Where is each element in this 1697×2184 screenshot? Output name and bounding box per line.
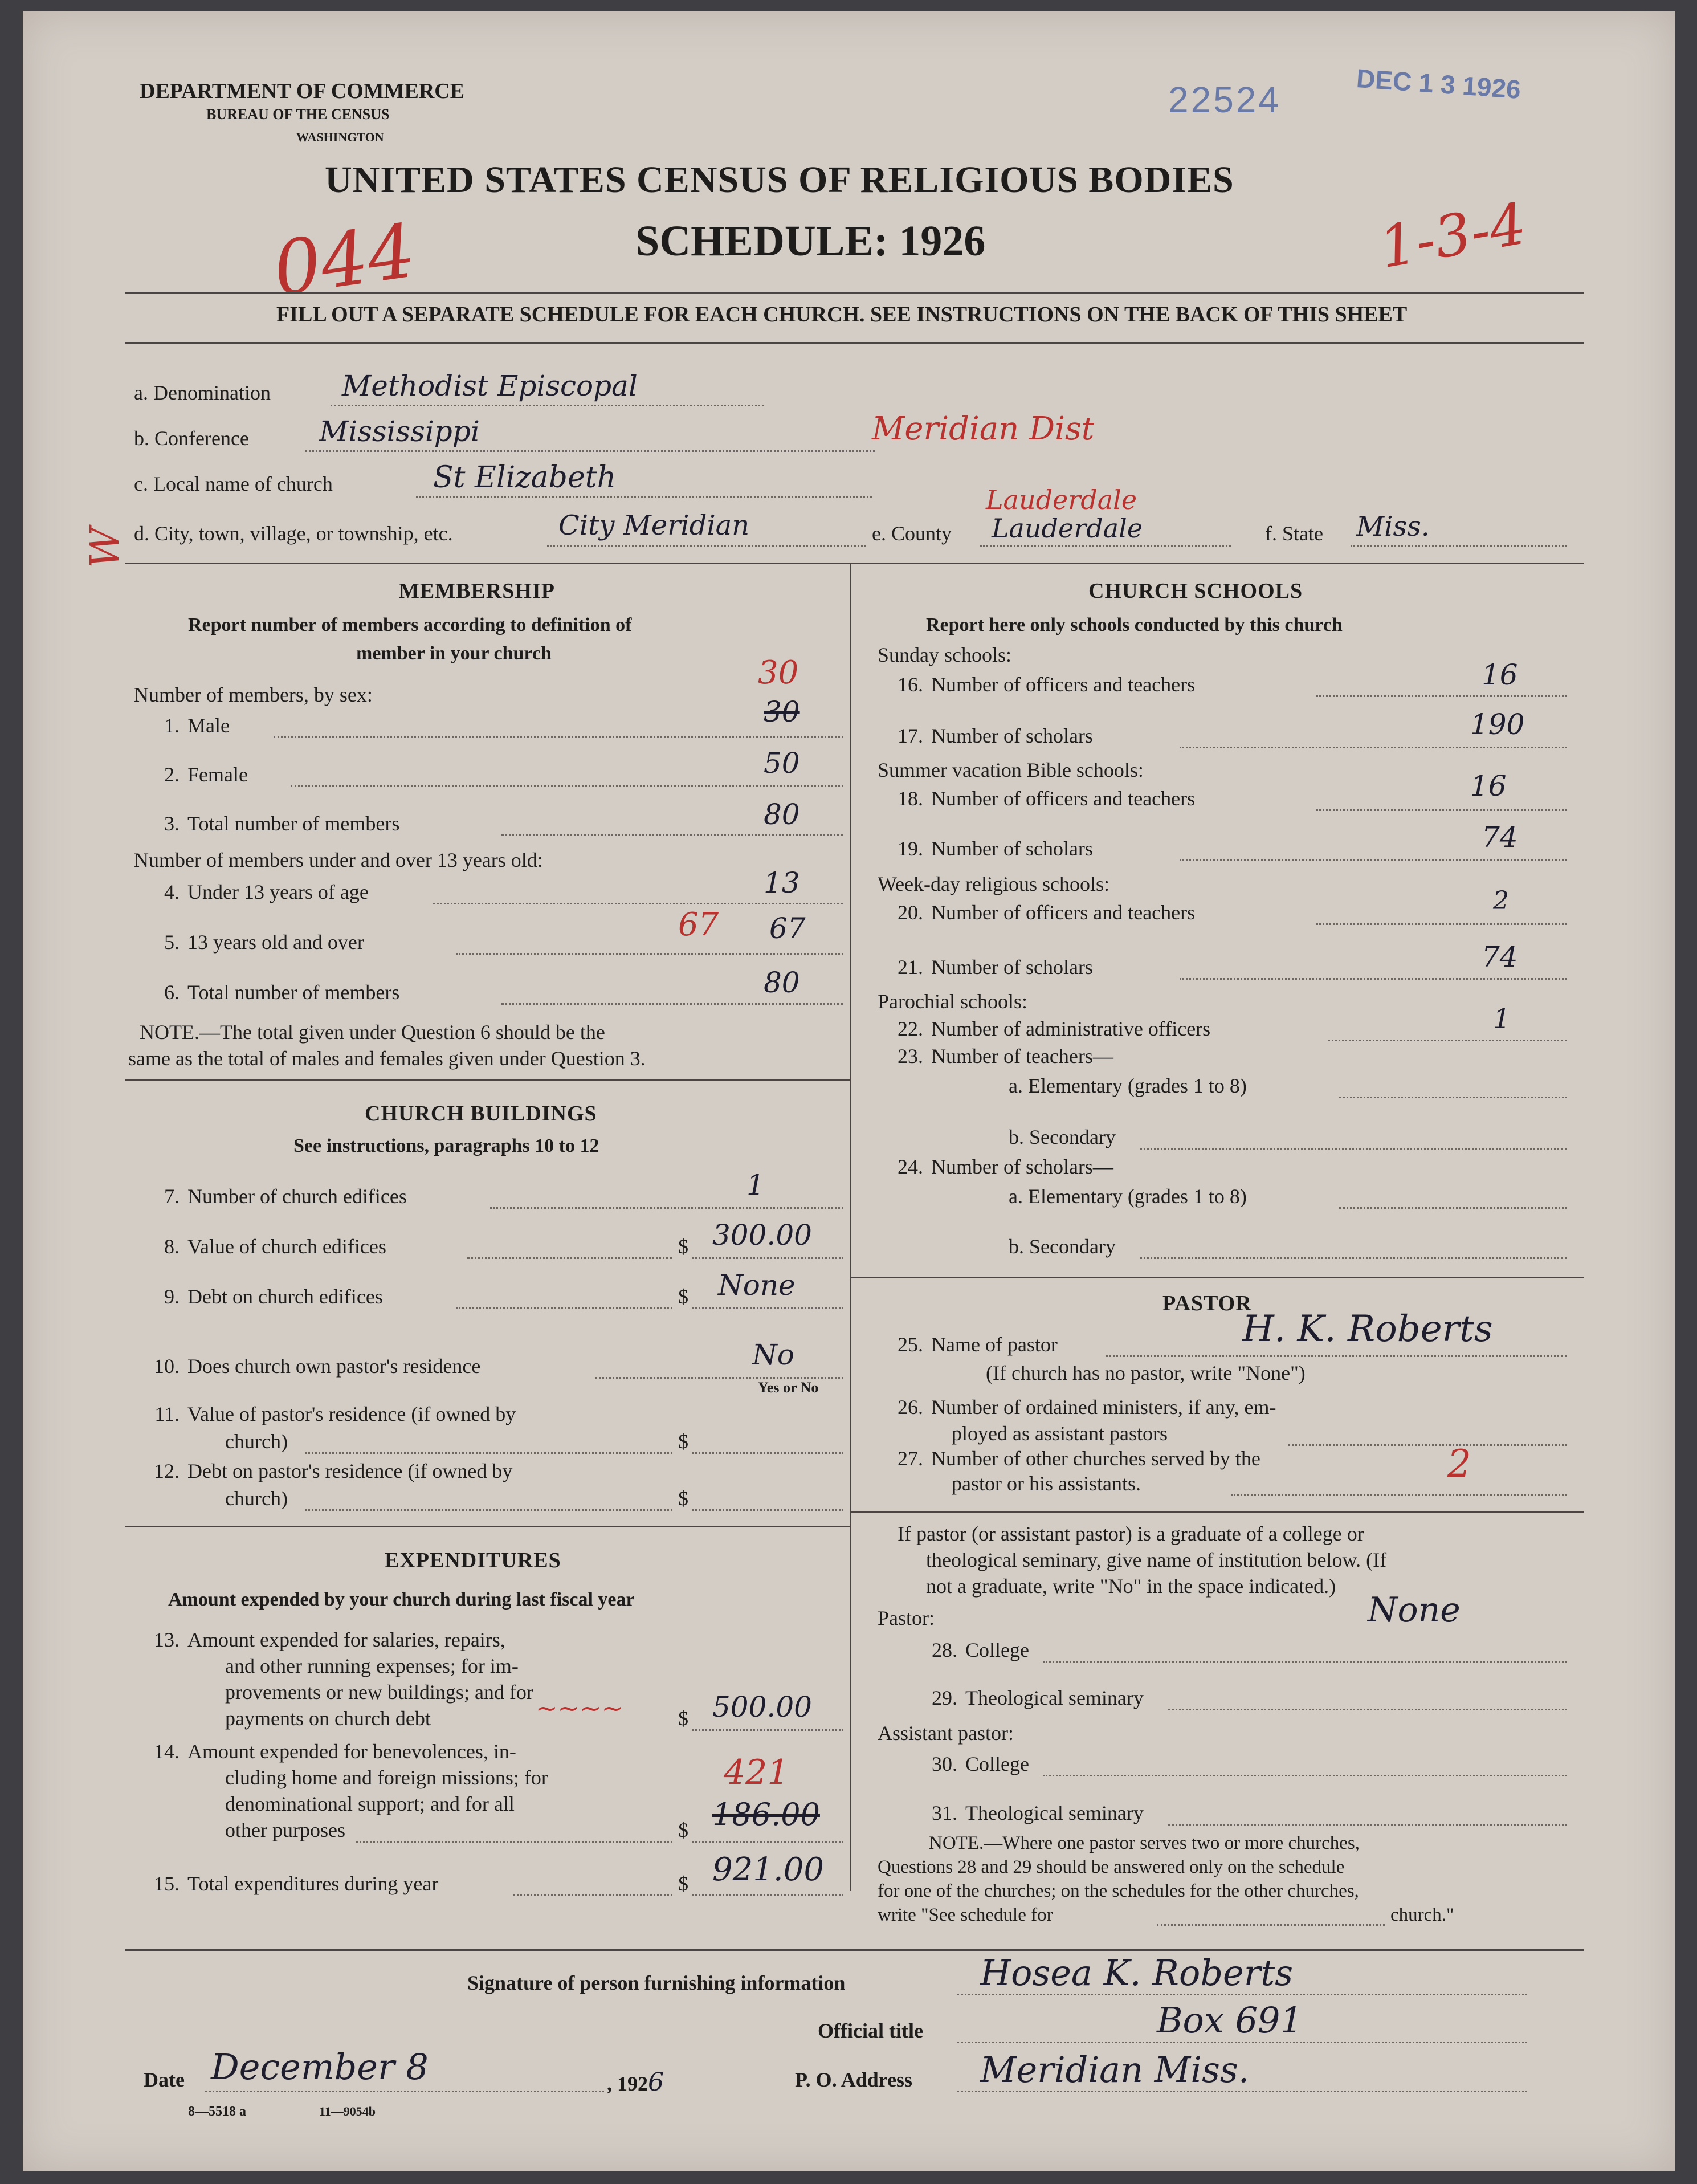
weekday-officers-value: 2: [1493, 886, 1509, 915]
edifices-value: 1: [746, 1168, 765, 1201]
bureau-name: BUREAU OF THE CENSUS: [206, 106, 390, 123]
pastor-note-blank: [1157, 1924, 1385, 1926]
q11-amount-line: [692, 1452, 843, 1454]
q13-line3: provements or new buildings; and for: [225, 1681, 533, 1704]
q19-scholars: 19. Number of scholars: [898, 837, 1093, 860]
assistant-education-heading: Assistant pastor:: [878, 1722, 1014, 1745]
q21-line: [1180, 978, 1567, 980]
column-divider: [850, 563, 851, 1891]
q14-line4: other purposes: [225, 1819, 345, 1841]
summer-officers-value: 16: [1470, 769, 1507, 802]
buildings-rule: [125, 1526, 850, 1527]
state-line: [1351, 545, 1567, 547]
city-label: d. City, town, village, or township, etc.: [134, 522, 453, 545]
state-value: Miss.: [1356, 511, 1430, 543]
q25-pastor-name: 25. Name of pastor: [898, 1333, 1058, 1356]
q17-scholars: 17. Number of scholars: [898, 724, 1093, 747]
po-address-line: [957, 2091, 1527, 2092]
sunday-schools-heading: Sunday schools:: [878, 643, 1012, 666]
footer-rule: [125, 1949, 1584, 1951]
schools-rule: [850, 1277, 1584, 1278]
q13-line2: and other running expenses; for im-: [225, 1655, 519, 1677]
expenditures-heading: EXPENDITURES: [385, 1549, 561, 1572]
q14-line2: cluding home and foreign missions; for: [225, 1766, 548, 1789]
q27-line: [1231, 1494, 1567, 1496]
weekday-scholars-value: 74: [1482, 940, 1518, 973]
handwritten-code-right: 1-3-4: [1374, 190, 1531, 282]
county-label: e. County: [872, 522, 952, 545]
benevolence-value: 186.00: [712, 1796, 820, 1832]
q23-teachers: 23. Number of teachers—: [898, 1045, 1113, 1067]
q9-amount-line: [692, 1307, 843, 1309]
q28-college: 28. College: [932, 1639, 1029, 1661]
sunday-officers-value: 16: [1482, 658, 1518, 691]
buildings-heading: CHURCH BUILDINGS: [365, 1102, 597, 1126]
po-address-value: Meridian Miss.: [980, 2049, 1250, 2091]
membership-note-2: same as the total of males and females given under Question 3.: [128, 1047, 646, 1070]
q14-dollar: $: [678, 1819, 688, 1841]
church-name-label: c. Local name of church: [134, 472, 333, 495]
total2-value: 80: [764, 966, 800, 999]
q26-line2: ployed as assistant pastors: [952, 1422, 1168, 1445]
conference-label: b. Conference: [134, 427, 249, 450]
q16-line: [1316, 695, 1567, 697]
form-number: 8—5518 a: [188, 2104, 246, 2119]
q13-dollar: $: [678, 1707, 688, 1730]
q16-officers: 16. Number of officers and teachers: [898, 673, 1196, 696]
denomination-value: Methodist Episcopal: [342, 369, 638, 402]
pastor-education-value: None: [1368, 1590, 1461, 1630]
form-number-2: 11—9054b: [319, 2104, 376, 2118]
signature-label: Signature of person furnishing information: [467, 1971, 846, 1994]
date-line: [205, 2091, 604, 2092]
q18-officers: 18. Number of officers and teachers: [898, 787, 1196, 810]
membership-intro-1: Report number of members according to definition of: [188, 614, 632, 635]
parochial-schools-heading: Parochial schools:: [878, 990, 1027, 1013]
q27-other-churches: 27. Number of other churches served by the: [898, 1447, 1260, 1470]
membership-note-1: NOTE.—The total given under Question 6 should be the: [140, 1021, 605, 1044]
department-name: DEPARTMENT OF COMMERCE: [140, 79, 465, 103]
city-value: City Meridian: [558, 510, 750, 541]
q20-line: [1316, 923, 1567, 925]
pastor-name-value: H. K. Roberts: [1242, 1308, 1493, 1350]
county-value: Lauderdale: [992, 513, 1143, 544]
age-heading: Number of members under and over 13 years old:: [134, 849, 543, 871]
membership-heading: MEMBERSHIP: [399, 579, 555, 603]
pastor-note-4: write "See schedule for: [878, 1905, 1053, 1925]
q24b-line: [1140, 1257, 1567, 1259]
q14-benevolence: 14. Amount expended for benevolences, in-: [154, 1740, 516, 1763]
q1-male: 1. Male: [164, 714, 230, 737]
expenditures-subtitle: Amount expended by your church during last fiscal year: [168, 1589, 635, 1610]
church-name-line: [416, 496, 872, 498]
sunday-scholars-value: 190: [1470, 708, 1525, 741]
residence-value: No: [752, 1338, 794, 1371]
q31-line: [1168, 1824, 1567, 1826]
yes-no-hint: Yes or No: [758, 1379, 819, 1396]
q8-amount-line: [692, 1257, 843, 1259]
q23b-line: [1140, 1148, 1567, 1150]
q8-value: 8. Value of church edifices: [164, 1235, 386, 1258]
church-name-value: St Elizabeth: [433, 461, 617, 495]
q12-church: church): [225, 1487, 288, 1510]
year-label: , 1926: [607, 2068, 664, 2097]
schools-subtitle: Report here only schools conducted by this church: [926, 614, 1343, 635]
q30-college: 30. College: [932, 1753, 1029, 1775]
date-value: December 8: [211, 2046, 429, 2088]
schedule-title: SCHEDULE: 1926: [635, 217, 986, 265]
benevolence-correction: 421: [724, 1753, 789, 1792]
denomination-label: a. Denomination: [134, 381, 271, 404]
q23a-elementary: a. Elementary (grades 1 to 8): [1009, 1074, 1247, 1097]
county-line: [980, 545, 1231, 547]
q9-line: [456, 1307, 672, 1309]
schools-heading: CHURCH SCHOOLS: [1088, 579, 1303, 603]
graduate-note-1: If pastor (or assistant pastor) is a graduate of a college or: [898, 1522, 1364, 1545]
q29-line: [1168, 1709, 1567, 1710]
edifice-value-amount: 300.00: [712, 1219, 812, 1252]
instruction-rule: [125, 342, 1584, 344]
q31-seminary: 31. Theological seminary: [932, 1802, 1144, 1824]
q4-line: [433, 903, 843, 904]
membership-intro-2: member in your church: [356, 643, 552, 664]
pastor-note-1: NOTE.—Where one pastor serves two or more churches,: [929, 1833, 1360, 1853]
top-rule: [125, 292, 1584, 294]
q24b-secondary: b. Secondary: [1009, 1235, 1116, 1258]
under13-value: 13: [764, 866, 800, 899]
po-address-label: P. O. Address: [795, 2068, 913, 2091]
conference-value: Mississippi: [319, 415, 480, 448]
male-correction: 30: [758, 654, 799, 691]
official-title-label: Official title: [818, 2019, 923, 2042]
q6-line: [501, 1003, 843, 1005]
instruction-line: FILL OUT A SEPARATE SCHEDULE FOR EACH CHURCH. SEE INSTRUCTIONS ON THE BACK OF THIS SHEET: [276, 303, 1408, 327]
margin-mark: W: [81, 527, 128, 568]
received-date-stamp: DEC 1 3 1926: [1355, 63, 1522, 105]
struck-entry: ~~~~: [536, 1693, 624, 1723]
q15-total: 15. Total expenditures during year: [154, 1872, 439, 1895]
q5-line: [456, 953, 843, 955]
q12-dollar: $: [678, 1487, 688, 1510]
county-note: Lauderdale: [986, 484, 1137, 515]
identity-rule: [125, 563, 1584, 564]
pastor-note-2: Questions 28 and 29 should be answered only on the schedule: [878, 1857, 1345, 1877]
denomination-line: [331, 405, 764, 406]
q1-line: [274, 736, 843, 738]
q17-line: [1180, 747, 1567, 748]
q15-dollar: $: [678, 1872, 688, 1895]
q8-dollar: $: [678, 1235, 688, 1258]
q7-line: [490, 1207, 843, 1209]
official-title-value: Box 691: [1157, 1999, 1303, 2041]
q13-running: 13. Amount expended for salaries, repairs,: [154, 1628, 505, 1651]
q19-line: [1180, 859, 1567, 861]
serial-stamp: 22524: [1168, 79, 1281, 120]
pastor-note-5: church.": [1390, 1905, 1454, 1925]
q4-under13: 4. Under 13 years of age: [164, 881, 369, 903]
total-expenditure-value: 921.00: [712, 1851, 824, 1888]
state-label: f. State: [1265, 522, 1323, 545]
q26-assistants: 26. Number of ordained ministers, if any, em-: [898, 1396, 1276, 1419]
handwritten-code-left: 044: [268, 207, 421, 313]
q11-church: church): [225, 1430, 288, 1453]
graduate-note-3: not a graduate, write "No" in the space indicated.): [926, 1575, 1336, 1598]
q11-dollar: $: [678, 1430, 688, 1453]
official-title-line: [957, 2042, 1527, 2043]
summer-schools-heading: Summer vacation Bible schools:: [878, 759, 1144, 781]
q11-residence-value: 11. Value of pastor's residence (if owned by: [154, 1403, 516, 1425]
q10-line: [595, 1377, 843, 1379]
q23a-line: [1339, 1097, 1567, 1098]
q29-seminary: 29. Theological seminary: [932, 1686, 1144, 1709]
q10-residence: 10. Does church own pastor's residence: [154, 1355, 481, 1378]
q3-total: 3. Total number of members: [164, 812, 400, 835]
q12-line: [305, 1509, 672, 1511]
q9-debt: 9. Debt on church edifices: [164, 1285, 383, 1308]
q22-admin: 22. Number of administrative officers: [898, 1017, 1211, 1040]
q14-amount-line: [692, 1841, 843, 1843]
over13-correction: 67: [678, 906, 719, 943]
q5-over13: 5. 13 years old and over: [164, 931, 364, 954]
signature-line: [957, 1994, 1527, 1995]
q20-officers: 20. Number of officers and teachers: [898, 901, 1196, 924]
total-value: 80: [764, 798, 800, 831]
city-line: [547, 545, 866, 547]
date-label: Date: [144, 2068, 185, 2091]
female-value: 50: [764, 747, 800, 780]
q21-scholars: 21. Number of scholars: [898, 956, 1093, 979]
q18-line: [1316, 809, 1567, 811]
q12-amount-line: [692, 1509, 843, 1511]
q2-female: 2. Female: [164, 763, 248, 786]
q14-line3: denominational support; and for all: [225, 1792, 515, 1815]
other-churches-value: 2: [1447, 1442, 1471, 1486]
year-value: 6: [648, 2068, 664, 2097]
graduate-note-2: theological seminary, give name of institution below. (If: [926, 1549, 1387, 1571]
q2-line: [291, 785, 843, 787]
over13-value: 67: [769, 912, 806, 945]
q23b-secondary: b. Secondary: [1009, 1126, 1116, 1148]
q14-line: [356, 1841, 672, 1843]
census-schedule-sheet: [23, 11, 1675, 2171]
running-expense-value: 500.00: [712, 1690, 812, 1723]
q30-line: [1043, 1775, 1567, 1776]
conference-line: [305, 450, 875, 452]
q26-line: [1288, 1444, 1567, 1446]
pastor-note-3: for one of the churches; on the schedules for the other churches,: [878, 1881, 1359, 1901]
pastor-heading: PASTOR: [1162, 1291, 1252, 1315]
weekday-schools-heading: Week-day religious schools:: [878, 873, 1110, 895]
conference-district-note: Meridian Dist: [872, 410, 1095, 447]
q3-line: [501, 834, 843, 836]
buildings-subtitle: See instructions, paragraphs 10 to 12: [293, 1135, 599, 1156]
pastor-education-heading: Pastor:: [878, 1607, 935, 1629]
admin-officers-value: 1: [1493, 1003, 1511, 1035]
q24a-line: [1339, 1207, 1567, 1209]
q15-line: [513, 1894, 672, 1896]
q15-amount-line: [692, 1894, 843, 1896]
q11-line: [305, 1452, 672, 1454]
pastor-rule: [850, 1511, 1584, 1513]
signature-value: Hosea K. Roberts: [980, 1952, 1294, 1994]
q22-line: [1328, 1040, 1567, 1041]
male-value: 30: [764, 695, 800, 728]
membership-rule: [125, 1079, 850, 1081]
bureau-city: WASHINGTON: [296, 130, 384, 144]
q28-line: [1043, 1661, 1567, 1663]
edifice-debt-value: None: [718, 1269, 796, 1302]
summer-scholars-value: 74: [1482, 821, 1518, 854]
q8-line: [467, 1257, 672, 1259]
q13-line4: payments on church debt: [225, 1707, 431, 1730]
members-by-sex-heading: Number of members, by sex:: [134, 683, 373, 706]
q27-line2: pastor or his assistants.: [952, 1472, 1141, 1495]
q12-residence-debt: 12. Debt on pastor's residence (if owned by: [154, 1460, 513, 1482]
q6-total: 6. Total number of members: [164, 981, 400, 1004]
q24a-elementary: a. Elementary (grades 1 to 8): [1009, 1185, 1247, 1208]
q13-amount-line: [692, 1729, 843, 1731]
q25-line: [1106, 1355, 1567, 1357]
q24-scholars: 24. Number of scholars—: [898, 1155, 1113, 1178]
q25-note: (If church has no pastor, write "None"): [986, 1362, 1306, 1384]
q7-edifices: 7. Number of church edifices: [164, 1185, 407, 1208]
q9-dollar: $: [678, 1285, 688, 1308]
document-title: UNITED STATES CENSUS OF RELIGIOUS BODIES: [325, 159, 1234, 201]
